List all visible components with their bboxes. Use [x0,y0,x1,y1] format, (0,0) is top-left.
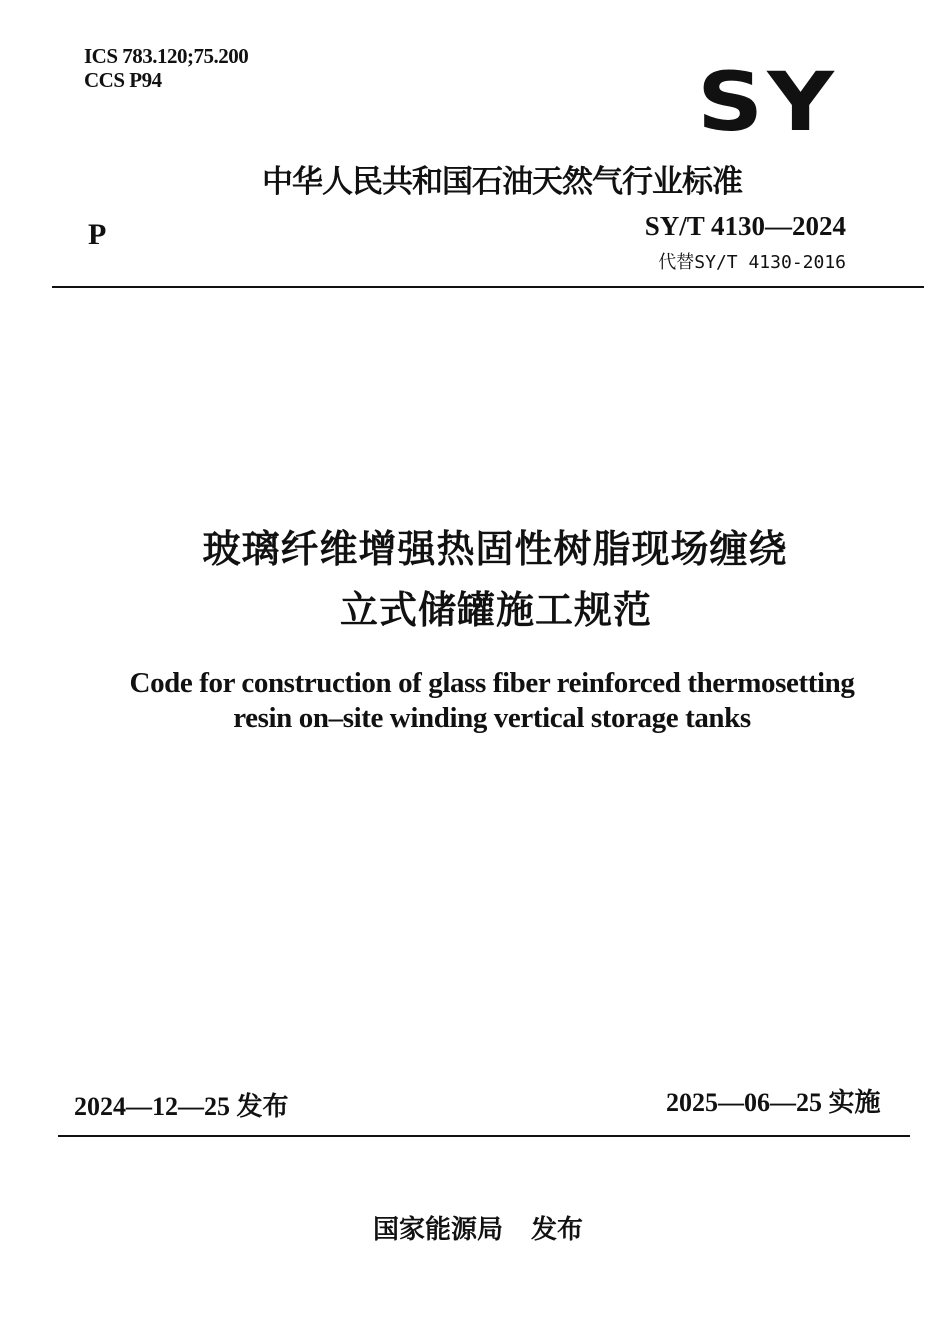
publisher-name: 国家能源局 [372,1215,503,1245]
publisher [0,1212,950,1248]
bottom-divider [58,1135,910,1137]
publish-label: 发布 [531,1215,584,1245]
ccs-code: CCS P94 [84,68,162,92]
issue-date [74,1090,289,1124]
implementation-label: 实施 [828,1088,881,1118]
standard-number: SY/T 4130—2024 [644,211,846,241]
implementation-date-value: 2025—06—25 [666,1088,822,1117]
top-divider [52,286,924,288]
title-english-line-2: resin on–site winding vertical storage tanks [233,702,751,734]
title-chinese-line-2: 立式储罐施工规范 [339,588,652,632]
replaces-standard: 代替SY/T 4130-2016 [658,252,846,273]
sy-logo: SY [697,54,838,150]
implementation-date [666,1086,881,1120]
ics-code: ICS 783.120;75.200 [84,44,249,68]
issue-date-value: 2024—12—25 [74,1092,230,1121]
issue-label: 发布 [236,1092,289,1122]
category-code: P [88,218,107,251]
title-english-line-1: Code for construction of glass fiber reinforced thermosetting [129,667,855,699]
industry-standard-title: 中华人民共和国石油天然气行业标准 [262,164,742,200]
title-chinese-line-1: 玻璃纤维增强热固性树脂现场缠绕 [202,527,788,571]
